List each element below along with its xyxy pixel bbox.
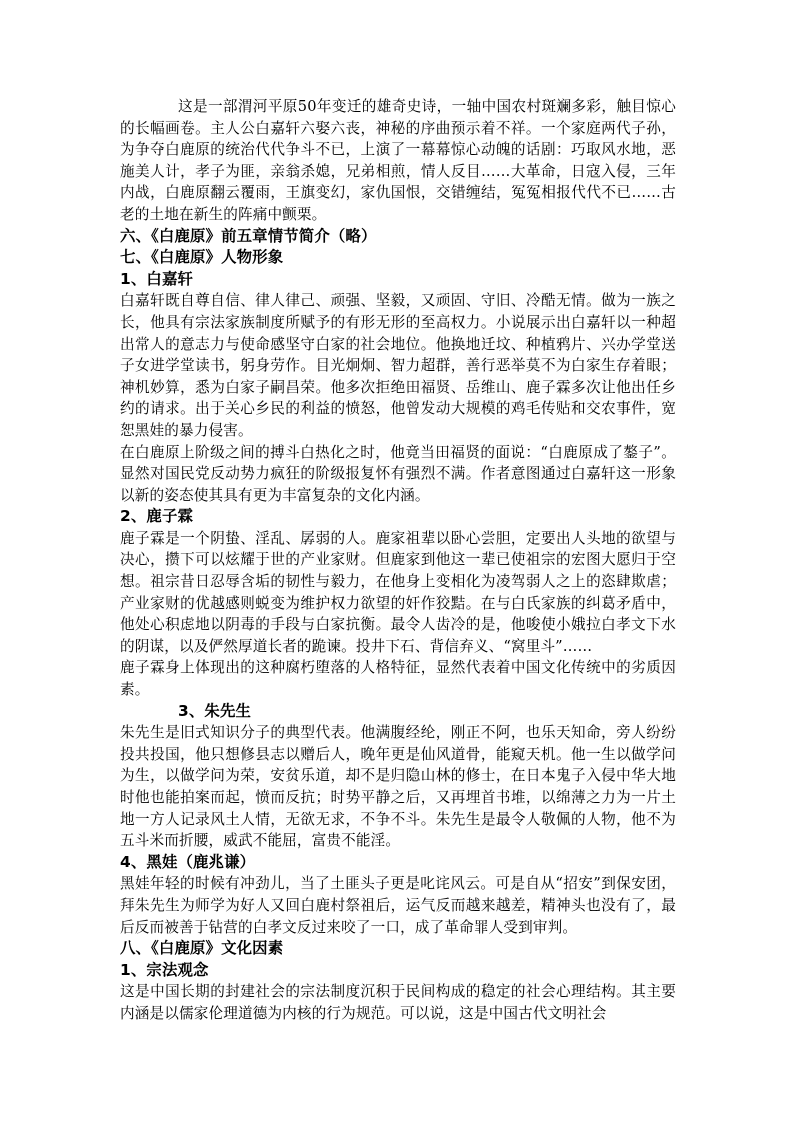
document-page: [120, 96, 676, 1025]
subheading-bai-jiaxuan: 1、白嘉轩: [120, 269, 194, 288]
intro-paragraph: 这是一部渭河平原50年变迁的雄奇史诗，一轴中国农村斑斓多彩，触目惊心的长幅画卷。主人公白嘉轩六娶六丧，神秘的序曲预示着不祥。一个家庭两代子孙，为争夺白鹿原的统治代代争斗不已，上演了一幕幕惊心动魄的话剧：巧取风水地，恶施美人计，孝子为匪，亲翁杀媳，兄弟相煎，情人反目……大革命，日寇入侵，三年内战，白鹿原翻云覆雨，王旗变幻，家仇国恨，交错缠结，冤冤相报代代不已……古老的土地在新生的阵痛中颤栗。: [120, 98, 676, 223]
section-heading-6: 六、《白鹿原》前五章情节简介（略）: [120, 226, 377, 245]
hei-wa-paragraph: 黑娃年轻的时候有冲劲儿，当了土匪头子更是叱诧风云。可是自从“招安”到保安团，拜朱先生为师学为好人又回白鹿村祭祖后，运气反而越来越差，精神头也没有了，最后反而被善于钻营的白孝文反过来咬了一口，成了革命罪人受到审判。: [120, 875, 676, 936]
section-heading-7: 七、《白鹿原》人物形象: [120, 248, 284, 267]
subheading-hei-wa: 4、黑娃（鹿兆谦）: [120, 852, 256, 871]
zhu-xiansheng-paragraph: 朱先生是旧式知识分子的典型代表。他满腹经纶，刚正不阿，也乐天知命，旁人纷纷投共投国，他只想修县志以赠后人，晚年更是仙风道骨，能窥天机。他一生以做学问为生，以做学问为荣，安贫乐道，却不是归隐山林的修士，在日本鬼子入侵中华大地时他也能拍案而起，愤而反抗；时势平静之后，又再埋首书堆，以绵薄之力为一片土地一方人记录风土人情，无欲无求，不争不斗。朱先生是最令人敬佩的人物，他不为五斗米而折腰，威武不能屈，富贵不能淫。: [120, 724, 676, 850]
lu-zilin-paragraph-1: 鹿子霖是一个阴蛰、淫乱、孱弱的人。鹿家祖辈以卧心尝胆，定要出人头地的欲望与决心，攒下可以炫耀于世的产业家财。但鹿家到他这一辈已使祖宗的宏图大愿归于空想。祖宗昔日忍辱含垢的韧性与毅力，在他身上变相化为凌驾弱人之上的恣肆欺虐；产业家财的优越感则蜕变为维护权力欲望的奸作狡黠。在与白氏家族的纠葛矛盾中，他处心积虑地以阴毒的手段与白家抗衡。最令人齿冷的是，他唆使小娥拉白孝文下水的阴谋，以及俨然厚道长者的跪谏。投井下石、背信弃义、“窝里斗”……: [120, 529, 676, 655]
bai-jiaxuan-paragraph-1: 白嘉轩既自尊自信、律人律己、顽强、坚毅，又顽固、守旧、冷酷无情。做为一族之长，他具有宗法家族制度所赋予的有形无形的至高权力。小说展示出白嘉轩以一种超出常人的意志力与使命感坚守白家的社会地位。他换地迁坟、种植鸦片、兴办学堂送子女进学堂读书，躬身劳作。目光炯炯、智力超群，善行恶举莫不为白家生存着眼；神机妙算，悉为白家子嗣昌荣。他多次拒绝田福贤、岳维山、鹿子霖多次让他出任乡约的请求。出于关心乡民的利益的愤怒，他曾发动大规模的鸡毛传贴和交农事件，宽恕黑娃的暴力侵害。: [120, 292, 676, 439]
section-heading-8: 八、《白鹿原》文化因素: [120, 939, 284, 958]
subheading-zhu-xiansheng: 3、朱先生: [178, 701, 252, 720]
zongfa-paragraph: 这是中国长期的封建社会的宗法制度沉积于民间构成的稳定的社会心理结构。其主要内涵是以儒家伦理道德为内核的行为规范。可以说，这是中国古代文明社会: [120, 983, 676, 1022]
subheading-lu-zilin: 2、鹿子霖: [120, 507, 194, 526]
subheading-zongfa: 1、宗法观念: [120, 960, 209, 979]
bai-jiaxuan-paragraph-2: 在白鹿原上阶级之间的搏斗白热化之时，他竟当田福贤的面说：“白鹿原成了鏊子”。显然对国民党反动势力疯狂的阶级报复怀有强烈不满。作者意图通过白嘉轩这一形象以新的姿态使其具有更为丰富复杂的文化内涵。: [120, 443, 676, 504]
lu-zilin-paragraph-2: 鹿子霖身上体现出的这种腐朽堕落的人格特征，显然代表着中国文化传统中的劣质因素。: [120, 659, 676, 699]
